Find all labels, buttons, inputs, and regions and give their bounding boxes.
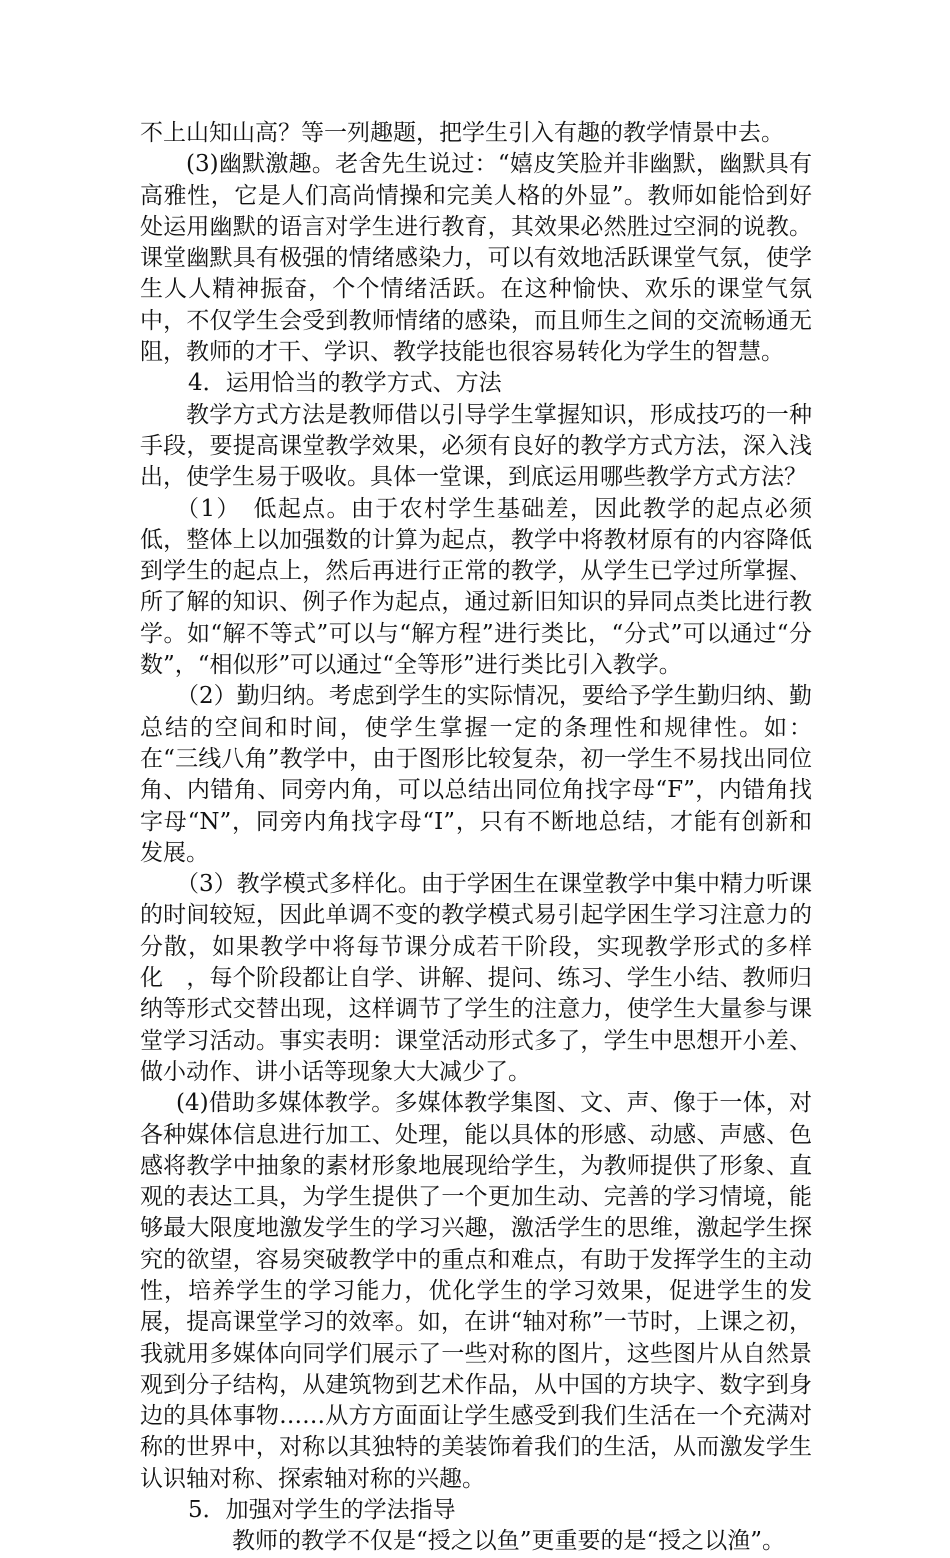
paragraph-methods: 教学方式方法是教师借以引导学生掌握知识，形成技巧的一种手段，要提高课堂教学效果，必须有良好的教学方式方法，深入浅出，使学生易于吸收。具体一堂课，到底运用哪些教学方式方法？ [140, 401, 812, 491]
document-page [140, 118, 812, 1558]
paragraph-continuation: 不上山知山高？等一列趣题，把学生引入有趣的教学情景中去。 [140, 120, 784, 146]
section-heading-5: 5．加强对学生的学法指导 [188, 1497, 456, 1524]
paragraph-low-start: （1） 低起点。由于农村学生基础差，因此教学的起点必须低，整体上以加强数的计算为起点，教学中将教材原有的内容降低到学生的起点上，然后再进行正常的教学，从学生已学过所掌握、所了解的知识、例子作为起点，通过新旧知识的异同点类比进行教学。如“解不等式”可以与“解方程”进行类比，“分式”可以通过“分数”，“相似形”可以通过“全等形”进行类比引入教学。 [140, 495, 812, 679]
paragraph-summarize: （2）勤归纳。考虑到学生的实际情况，要给予学生勤归纳、勤总结的空间和时间，使学生掌握一定的条理性和规律性。如：在“三线八角”教学中，由于图形比较复杂，初一学生不易找出同位角、内错角、同旁内角，可以总结出同位角找字母“F”，内错角找字母“N”，同旁内角找字母“I”，只有不断地总结，才能有创新和发展。 [140, 683, 812, 866]
paragraph-humor: (3)幽默激趣。老舍先生说过：“嬉皮笑脸并非幽默，幽默具有高雅性，它是人们高尚情操和完美人格的外显”。教师如能恰到好处运用幽默的语言对学生进行教育，其效果必然胜过空洞的说教。课堂幽默具有极强的情绪感染力，可以有效地活跃课堂气氛，使学生人人精神振奋，个个情绪活跃。在这种愉快、欢乐的课堂气氛中，不仅学生会受到教师情绪的感染，而且师生之间的交流畅通无阻，教师的才干、学识、教学技能也很容易转化为学生的智慧。 [140, 151, 812, 366]
paragraph-diverse-modes: （3）教学模式多样化。由于学困生在课堂教学中集中精力听课的时间较短，因此单调不变的教学模式易引起学困生学习注意力的分散，如果教学中将每节课分成若干阶段，实现教学形式的多样化 ，每个阶段都让自学、讲解、提问、练习、学生小结、教师归纳等形式交替出现，这样调节了学生的注意力，使学生大量参与课堂学习活动。事实表明：课堂活动形式多了，学生中思想开小差、做小动作、讲小话等现象大大减少了。 [140, 871, 812, 1085]
paragraph-multimedia: (4)借助多媒体教学。多媒体教学集图、文、声、像于一体，对各种媒体信息进行加工、处理，能以具体的形感、动感、声感、色感将教学中抽象的素材形象地展现给学生，为教师提供了形象、直观的表达工具，为学生提供了一个更加生动、完善的学习情境，能够最大限度地激发学生的学习兴趣，激活学生的思维，激起学生探究的欲望，容易突破教学中的重点和难点，有助于发挥学生的主动性，培养学生的学习能力，优化学生的学习效果，促进学生的发展，提高课堂学习的效率。如，在讲“轴对称”一节时，上课之初，我就用多媒体向同学们展示了一些对称的图片，这些图片从自然景观到分子结构，从建筑物到艺术作品，从中国的方块字、数字到身边的具体事物……从方方面面让学生感受到我们生活在一个充满对称的世界中，对称以其独特的美装饰着我们的生活，从而激发学生认识轴对称、探索轴对称的兴趣。 [140, 1090, 812, 1492]
section-heading-4: 4．运用恰当的教学方式、方法 [188, 370, 502, 397]
paragraph-guidance: 教师的教学不仅是“授之以鱼”更重要的是“授之以渔”。 [232, 1528, 786, 1555]
